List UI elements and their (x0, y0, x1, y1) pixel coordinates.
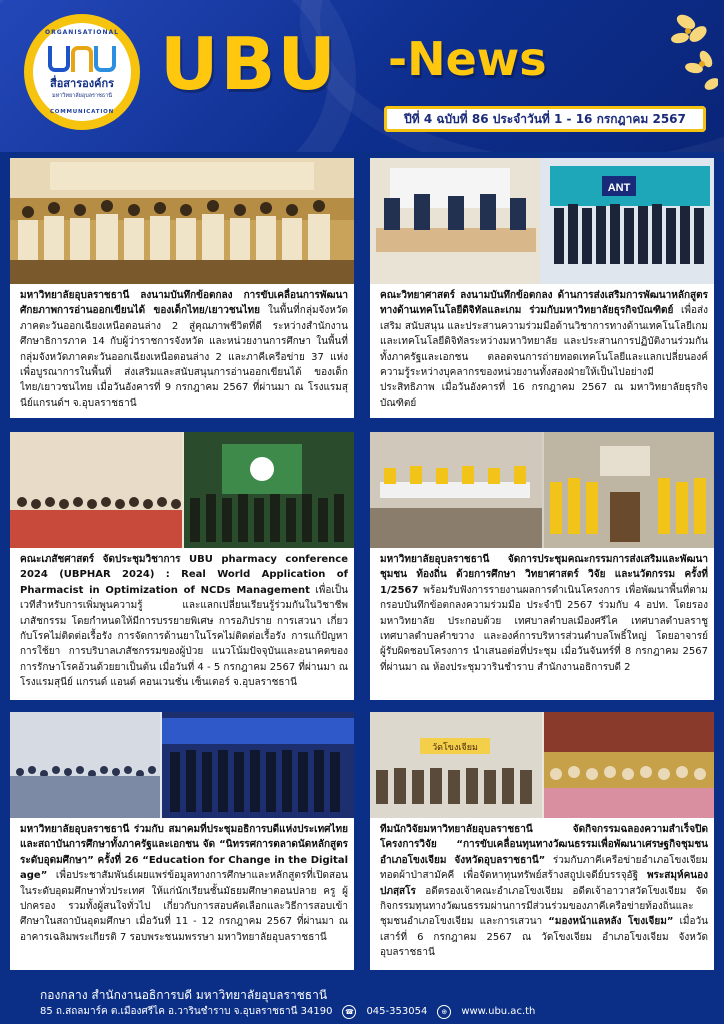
article-card-5 (10, 712, 354, 970)
footer-org: กองกลาง สำนักงานอธิการบดี มหาวิทยาลัยอุบลราชธานี (40, 988, 328, 1002)
masthead-title: UBU (160, 22, 338, 106)
footer-website[interactable]: www.ubu.ac.th (461, 1006, 536, 1017)
article-headline: ทีมนักวิจัยมหาวิทยาลัยอุบลราชธานี จัดกิจกรรมฉลองความสำเร็จปิดโครงการวิจัย “การขับเคลื่อนทุนทางวัฒนธรรมเพื่อพัฒนาเศรษฐกิจชุมชน อำเภอโขงเจียม จังหวัดอุบลราชธานี” (380, 824, 708, 866)
article-headline: คณะเภสัชศาสตร์ จัดประชุมวิชาการ UBU pharmacy conference 2024 (UBPHAR 2024) : Real World Application of Pharmacist in Optimization of NCDs Management (20, 554, 348, 596)
article-caption (380, 552, 708, 698)
article-caption (20, 822, 348, 968)
article-headline: มหาวิทยาลัยอุบลราชธานี ร่วมกับ สมาคมที่ประชุมอธิการบดีแห่งประเทศไทย และสถาบันการศึกษาทั้งภาครัฐและเอกชน จัด “นิทรรศการตลาดนัดหลักสูตรระดับอุดมศึกษา” ครั้งที่ 26 “Education for Change in the Digital age” (20, 824, 348, 882)
article-card-3 (10, 432, 354, 700)
phone-icon: ☎ (342, 1005, 356, 1019)
article-body: เพื่อส่งเสริม สนับสนุน และประสานความร่วมมือด้านวิชาการทางด้านเทคโนโลยีเกมและเทคโนโลยีดิจิทัลระหว่างมหาวิทยาลัย และประสานการปฏิบัติงานร่วมกัน ทั้งภาครัฐและเอกชน ตลอดจนการถ่ายทอดเทคโนโลยีและแลกเปลี่ยนองค์ความรู้ระหว่างบุคลากรของหน่วยงานทั้งสองฝ่ายให้เป็นไปอย่างมีประสิทธิภาพ เมื่อวันอังคารที่ 16 กรกฎาคม 2567 ณ มหาวิทยาลัยธุรกิจบัณฑิตย์ (380, 305, 708, 409)
footer (0, 984, 724, 1024)
article-bold-title: “มองหน้าแลหลัง โขงเจียม” (548, 916, 674, 928)
article-body: พร้อมรับฟังการรายงานผลการดำเนินโครงการ เพื่อพัฒนาพื้นที่ตามกรอบบันทึกข้อตกลงความร่วมมือ ประจำปี 2567 ร่วมกับ 4 อปท. โดยรองมหาวิทยาลัย ประกอบด้วย เทศบาลตำบลเมืองศรีไค เทศบาลตำบลราชู เทศบาลตำบลคำขวาง และองค์การบริหารส่วนตำบลโพธิ์ใหญ่ โดยอาจารย์ผู้รับผิดชอบโครงการ นำเสนอต่อที่ประชุม เมื่อวันจันทร์ที่ 8 กรกฎาคม 2567 ที่ผ่านมา ณ ห้องประชุมวารินชำราบ สำนักงานอธิการบดี 2 (380, 584, 708, 673)
article-card-6 (370, 712, 714, 970)
organisation-logo (24, 14, 140, 130)
article-body: เมื่อวันเสาร์ที่ 6 กรกฎาคม 2567 ณ วัดโขงเจียม อำเภอโขงเจียม จังหวัดอุบลราชธานี (380, 916, 708, 959)
footer-address: 85 ถ.สถลมาร์ค ต.เมืองศรีไค อ.วารินชำราบ จ.อุบลราชธานี 34190 (40, 1006, 333, 1017)
logo-top-text: ORGANISATIONAL (45, 29, 119, 36)
article-caption (380, 288, 708, 416)
article-card-4 (370, 432, 714, 700)
article-card-2 (370, 158, 714, 418)
article-bold-name: พระสมุห์คนอง ปภสฺสโร (380, 870, 708, 897)
ubu-logo-icon (48, 46, 116, 72)
article-body: อดีตรองเจ้าคณะอำเภอโขงเจียม อดีตเจ้าอาวาสวัดโขงเจียม จัดกิจกรรมทุนทางวัฒนธรรมผ่านการมีส่วนร่วมของภาคีเครือข่ายท้องถิ่นและชุมชนอำเภอโขงเจียม และการเสวนา (380, 885, 708, 928)
article-card-1 (10, 158, 354, 418)
masthead (0, 0, 724, 152)
article-headline: คณะวิทยาศาสตร์ ลงนามบันทึกข้อตกลง ด้านการส่งเสริมการพัฒนาหลักสูตรทางด้านเทคโนโลยีดิจิทัลและเกม ร่วมกับมหาวิทยาลัยธุรกิจบัณฑิตย์ (380, 290, 708, 317)
issue-info: ปีที่ 4 ฉบับที่ 86 ประจำวันที่ 1 - 16 กรกฎาคม 2567 (384, 106, 706, 132)
flower-decoration-icon (628, 4, 718, 104)
article-headline: มหาวิทยาลัยอุบลราชธานี จัดการประชุมคณะกรรมการส่งเสริมและพัฒนาชุมชน ท้องถิ่น ด้วยการศึกษา วิทยาศาสตร์ วิจัย และนวัตกรรม ครั้งที่ 1/2567 (380, 554, 708, 596)
article-body: เพื่อประชาสัมพันธ์เผยแพร่ข้อมูลทางการศึกษาและหลักสูตรที่เปิดสอนในระดับอุดมศึกษาทั่วประเทศ ให้แก่นักเรียนชั้นมัธยมศึกษาตอนปลาย ครู ผู้ปกครอง รวมทั้งผู้สนใจทั่วไป เกี่ยวกับการสอบคัดเลือกและวิธีการสอบเข้าศึกษาในสถาบันอุดมศึกษา เมื่อวันที่ 11 - 12 กรกฎาคม 2567 ที่ผ่านมา ณ อาคารเฉลิมพระเกียรติ 7 รอบพระชนมพรรษา มหาวิทยาลัยอุบลราชธานี (20, 870, 348, 943)
article-photo (370, 432, 714, 548)
article-body: เพื่อเป็นเวทีสำหรับการเพิ่มพูนความรู้ และแลกเปลี่ยนเรียนรู้ร่วมกันในวิชาชีพเภสัชกรรม โดยกำหนดให้มีการบรรยายพิเศษ การอภิปราย การเสวนา เกี่ยวกับโรคไม่ติดต่อเรื้อรัง การจัดการด้านยาในโรคไม่ติดต่อเรื้อรัง การแก้ปัญหาการใช้ยา การบริบาลเภสัชกรรมของผู้ป่วย แนวโน้มปัจจุบันและอนาคตของการรักษาโรคอ้วนด้วยยาเป็นต้น เมื่อวันที่ 4 - 5 กรกฎาคม 2567 ที่ผ่านมา ณ โรงแรมสุนีย์ แกรนด์ แอนด์ คอนเวนชั่น เซ็นเตอร์ จ.อุบลราชธานี (20, 584, 348, 689)
article-photo (10, 712, 354, 818)
masthead-news: -News (388, 32, 547, 86)
photo-sign: วัดโขงเจียม (432, 743, 478, 753)
logo-inner (33, 23, 131, 121)
logo-name: สื่อสารองค์กร (49, 77, 115, 90)
article-photo (370, 158, 714, 284)
article-body: ร่วมกับภาคีเครือข่ายอำเภอโขงเจียมทอดผ้าป่าสามัคคี เพื่อจัดหาทุนทรัพย์สร้างสถูปเจดีย์บรรจุอัฐิ (380, 854, 708, 882)
article-headline: มหาวิทยาลัยอุบลราชธานี ลงนามบันทึกข้อตกลง การขับเคลื่อนการพัฒนาศักยภาพการอ่านออกเขียนได้ ของเด็กไทย/เยาวชนไทย (20, 290, 348, 317)
footer-contact (40, 1004, 535, 1019)
article-photo (10, 432, 354, 548)
logo-subtitle: มหาวิทยาลัยอุบลราชธานี (51, 93, 113, 99)
article-photo (370, 712, 714, 818)
article-photo (10, 158, 354, 284)
logo-bottom-text: COMMUNICATION (49, 109, 115, 115)
footer-phone: 045-353054 (366, 1006, 428, 1017)
globe-icon: ⊕ (437, 1005, 451, 1019)
article-caption (380, 822, 708, 968)
article-caption (20, 552, 348, 698)
photo-badge: ANT (607, 182, 631, 194)
article-body: ในพื้นที่กลุ่มจังหวัดภาคตะวันออกเฉียงเหนือตอนล่าง 2 สู่คุณภาพชีวิตที่ดี ระหว่างสำนักงานศึกษาธิการภาค 14 กับผู้ว่าราชการจังหวัด และหน่วยงานการศึกษา ในพื้นที่กลุ่มจังหวัดภาคตะวันออกเฉียงเหนือตอนล่าง 2 และภาคีเครือข่าย 37 แห่ง เพื่อบูรณาการในพื้นที่ ส่งเสริมและสนับสนุนการอ่านออกเขียนได้ ของเด็กไทย/เยาวชนไทย เมื่อวันอังคารที่ 9 กรกฎาคม 2567 ที่ผ่านมา ณ โรงแรมสุนีย์แกรนด์ฯ จ.อุบลราชธานี (20, 305, 348, 409)
article-caption (20, 288, 348, 416)
